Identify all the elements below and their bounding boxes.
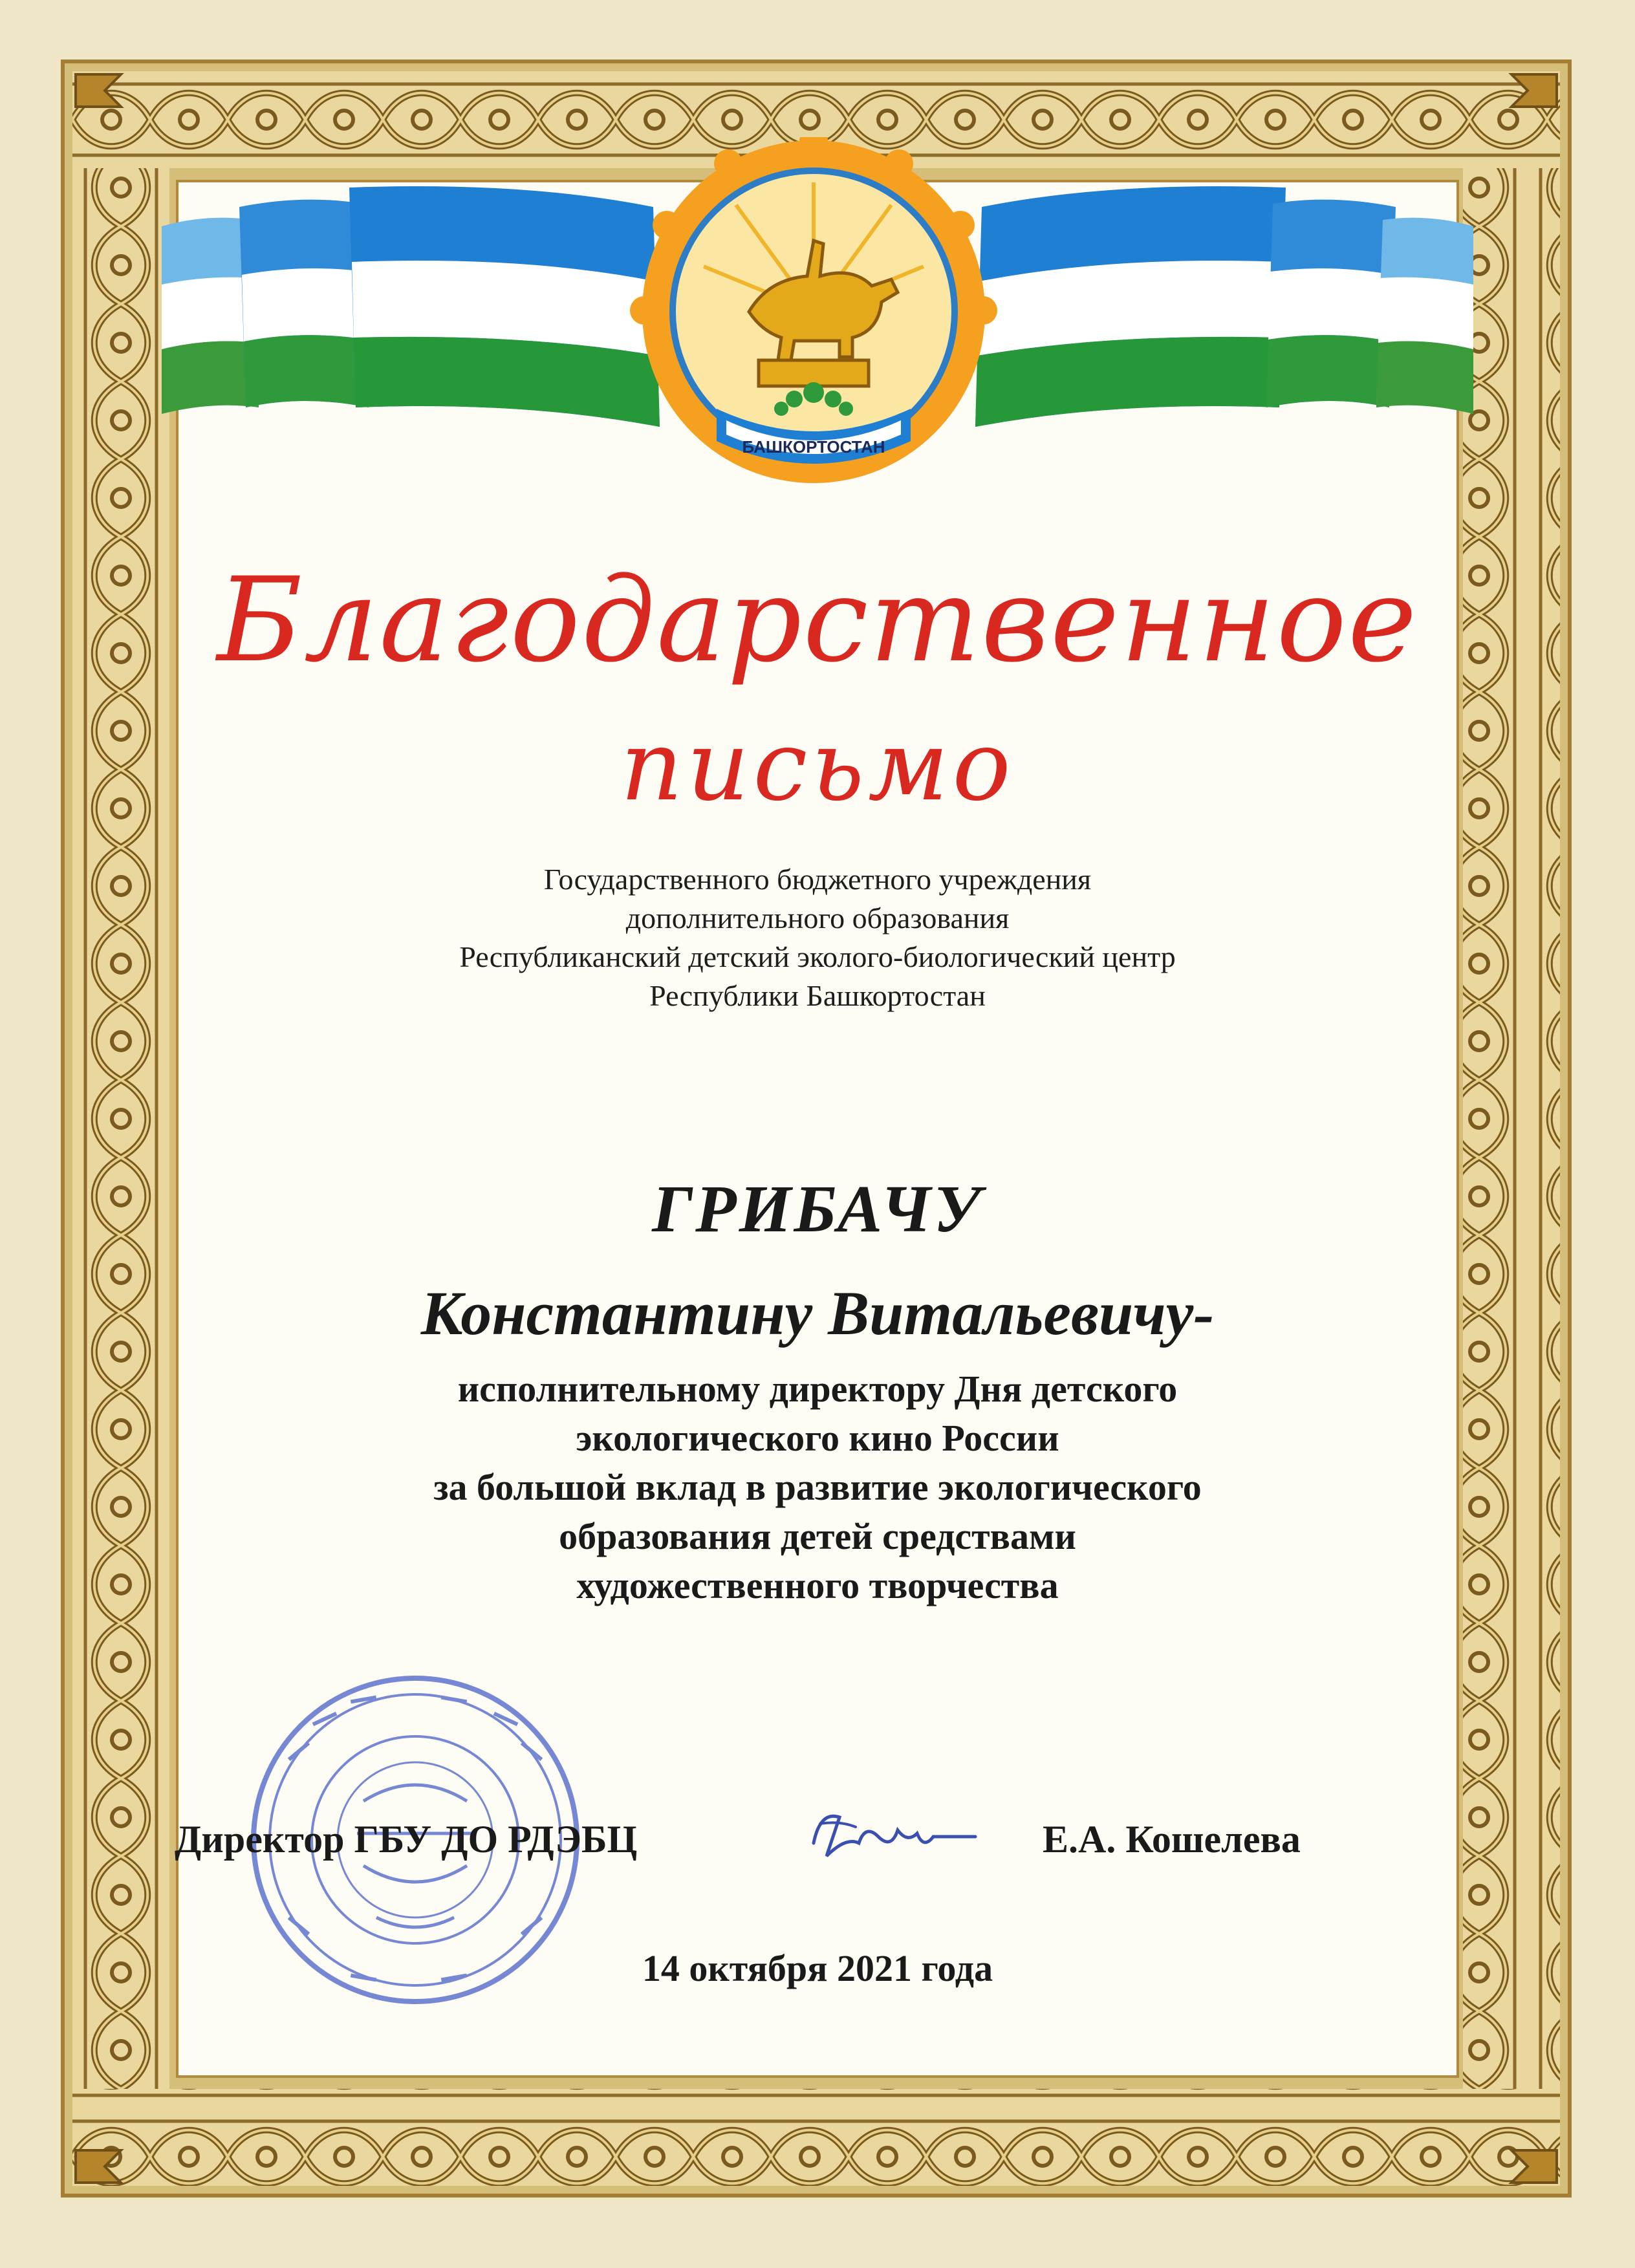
signatory-name: Е.А. Кошелева [1043, 1818, 1301, 1861]
bashkortostan-coat-of-arms-icon [620, 137, 1008, 499]
award-reason-line: за большой вклад в развитие экологического [433, 1466, 1202, 1508]
organization-block [0, 860, 1635, 1015]
award-reason [0, 1365, 1635, 1610]
organization-line: Государственного бюджетного учреждения [543, 863, 1092, 896]
handwritten-signature-icon [794, 1798, 988, 1875]
organization-line: дополнительного образования [625, 902, 1010, 934]
recipient-name: Константину Витальевичу- [420, 1279, 1215, 1348]
signature-row [0, 1817, 1635, 1888]
organization-line: Республиканский детский эколого-биологический центр [459, 940, 1176, 973]
recipient-surname: ГРИБАЧУ [652, 1172, 983, 1246]
signatory-position: Директор ГБУ ДО РДЭБЦ [175, 1818, 638, 1861]
organization-line: Республики Башкортостан [649, 979, 986, 1012]
award-reason-line: образования детей средствами [559, 1515, 1076, 1557]
issue-date: 14 октября 2021 года [642, 1947, 993, 1989]
award-reason-line: экологического кино России [576, 1417, 1059, 1459]
title-line-2: письмо [620, 710, 1015, 823]
award-reason-line: художественного творчества [576, 1564, 1059, 1606]
award-reason-line: исполнительному директору Дня детского [457, 1368, 1178, 1410]
title-line-1: Благодарственное [217, 553, 1418, 688]
emblem-ribbon-text: БАШКОРТОСТАН [742, 437, 885, 457]
